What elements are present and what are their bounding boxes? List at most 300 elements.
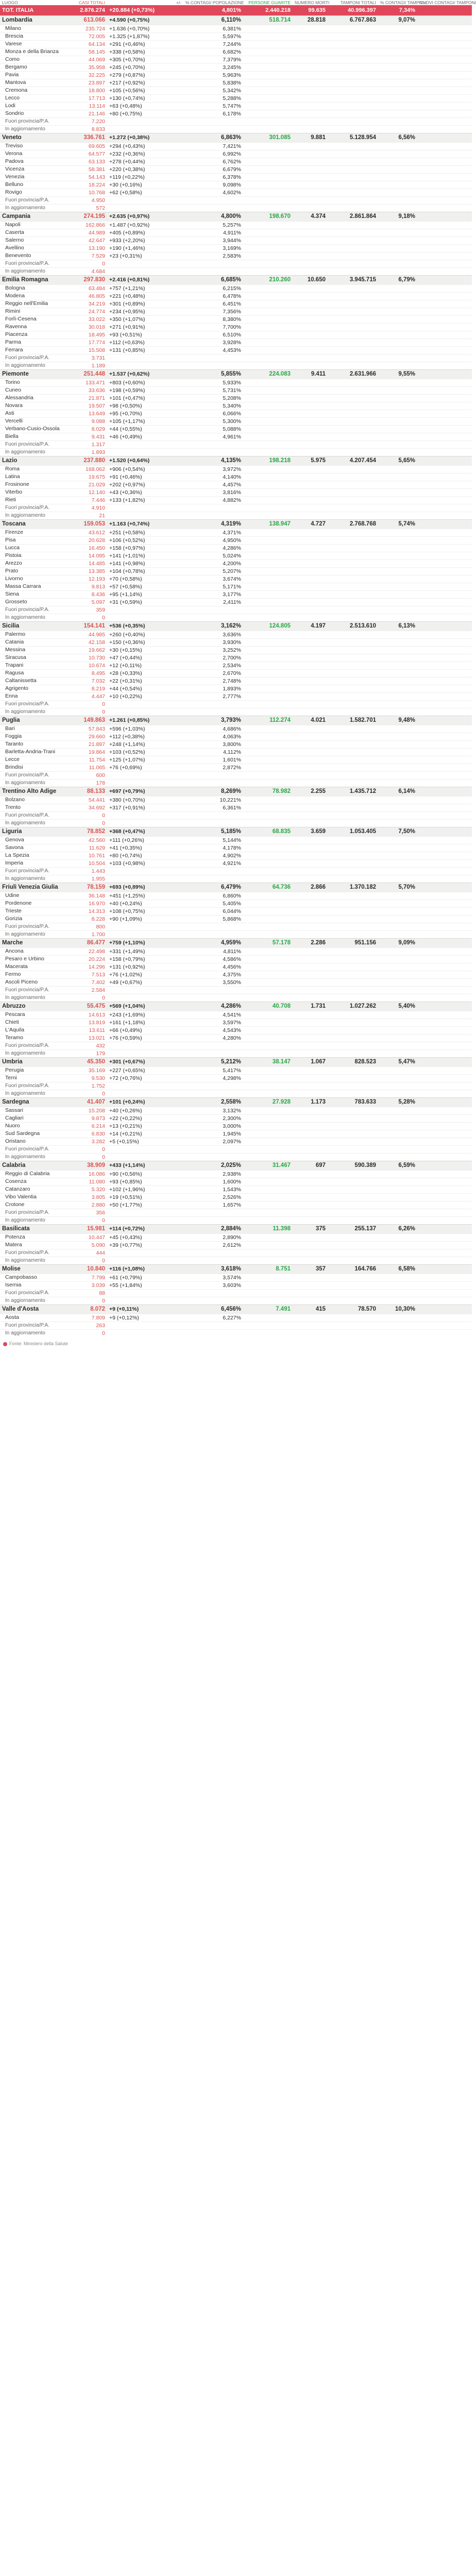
row-new-cases-tests [417,504,472,512]
row-variation: +43 (+0,36%) [107,488,183,496]
row-population-pct: 4,800% [183,212,243,221]
row-tests-pct [378,971,417,978]
row-new-cases-tests [417,1193,472,1201]
row-recovered: 198.218 [243,456,293,465]
row-cases: 78.852 [62,827,107,836]
province-row [0,315,472,323]
province-row [0,733,472,740]
header-deaths[interactable]: NUMERO MORTI [295,0,330,5]
row-name: Nuoro [0,1122,62,1130]
row-tests [328,252,378,260]
header-cases[interactable]: CASI TOTALI [78,0,105,5]
row-name: In aggiornamento [0,614,62,621]
province-row [0,496,472,504]
row-name: Frosinone [0,481,62,488]
row-new-cases-tests [417,189,472,196]
row-cases: 9.088 [62,417,107,425]
row-cases: 7.032 [62,677,107,685]
row-name: Brindisi [0,764,62,771]
row-tests-pct [378,685,417,692]
row-name: Avellino [0,244,62,252]
row-name: Bologna [0,284,62,292]
row-cases: 22.498 [62,947,107,955]
province-row [0,1074,472,1082]
row-deaths [293,71,328,79]
row-new-cases-tests [417,907,472,915]
row-tests-pct [378,1034,417,1042]
total-name: TOT. ITALIA [0,5,62,15]
row-tests [328,1201,378,1209]
row-population-pct: 5,212% [183,1057,243,1066]
row-recovered [243,1274,293,1281]
row-population-pct: 3,793% [183,716,243,725]
row-recovered [243,1193,293,1201]
row-tests [328,102,378,110]
row-cases: 10.768 [62,189,107,196]
row-name: Trapani [0,662,62,669]
row-new-cases-tests [417,536,472,544]
row-recovered: 7.491 [243,1304,293,1314]
row-cases: 179 [62,1049,107,1057]
province-row [0,1145,472,1153]
row-population-pct: 5,838% [183,79,243,87]
row-recovered [243,1209,293,1216]
row-deaths [293,315,328,323]
header-population-pct[interactable]: % CONTAGI/ POPOLAZIONE [185,0,244,5]
row-tests-pct [378,56,417,63]
row-new-cases-tests [417,142,472,150]
province-row [0,867,472,875]
row-population-pct: 6,178% [183,110,243,117]
province-row [0,598,472,606]
row-population-pct: 4,961% [183,433,243,440]
row-recovered [243,529,293,536]
row-new-cases-tests [417,654,472,662]
row-recovered [243,1321,293,1329]
row-population-pct: 4,911% [183,229,243,236]
row-tests [328,915,378,923]
row-deaths: 4.374 [293,212,328,221]
row-recovered: 31.467 [243,1161,293,1170]
province-row [0,638,472,646]
row-variation [107,1049,183,1057]
row-deaths [293,338,328,346]
row-deaths [293,204,328,212]
row-deaths [293,417,328,425]
province-row [0,1122,472,1130]
row-deaths: 9.881 [293,133,328,142]
row-tests [328,386,378,394]
row-recovered [243,955,293,963]
row-tests [328,947,378,955]
row-deaths [293,410,328,417]
province-row [0,196,472,204]
row-deaths [293,1026,328,1034]
row-new-cases-tests [417,567,472,575]
row-variation: +4.590 (+0,75%) [107,15,183,25]
row-deaths [293,930,328,938]
row-deaths [293,575,328,583]
row-recovered [243,158,293,165]
province-row [0,606,472,614]
row-tests [328,1249,378,1257]
row-deaths [293,94,328,102]
row-name: In aggiornamento [0,1216,62,1224]
row-recovered [243,606,293,614]
row-tests [328,1178,378,1185]
row-recovered [243,552,293,560]
province-row [0,1114,472,1122]
province-row [0,852,472,859]
row-tests [328,440,378,448]
row-recovered [243,125,293,133]
row-tests-pct [378,512,417,519]
province-row [0,125,472,133]
row-deaths [293,947,328,955]
row-deaths [293,971,328,978]
row-tests-pct [378,229,417,236]
province-row [0,631,472,638]
region-row [0,212,472,221]
province-row [0,567,472,575]
row-population-pct: 3,618% [183,1264,243,1274]
row-new-cases-tests [417,583,472,590]
row-cases: 69.605 [62,142,107,150]
province-row [0,892,472,900]
row-cases: 18.224 [62,181,107,189]
row-population-pct [183,1042,243,1049]
row-recovered: 78.982 [243,787,293,796]
row-new-cases-tests [417,1097,472,1107]
row-population-pct: 3,000% [183,1122,243,1130]
row-new-cases-tests [417,733,472,740]
province-row [0,25,472,32]
province-row [0,1241,472,1249]
row-name: Emilia Romagna [0,275,62,284]
row-name: Perugia [0,1066,62,1074]
row-name: Rieti [0,496,62,504]
row-recovered [243,1153,293,1161]
row-name: Macerata [0,963,62,971]
row-deaths [293,692,328,700]
row-new-cases-tests [417,883,472,892]
row-population-pct: 4,543% [183,1026,243,1034]
province-row [0,346,472,354]
row-recovered [243,323,293,331]
row-population-pct: 2,558% [183,1097,243,1107]
row-name: Verona [0,150,62,158]
row-tests-pct [378,852,417,859]
row-name: Umbria [0,1057,62,1066]
row-variation [107,875,183,883]
row-tests [328,733,378,740]
region-row [0,519,472,529]
row-variation [107,1042,183,1049]
row-tests: 5.128.954 [328,133,378,142]
row-tests-pct [378,323,417,331]
row-new-cases-tests [417,1153,472,1161]
row-cases: 32.225 [62,71,107,79]
row-tests-pct: 9,07% [378,15,417,25]
row-recovered [243,638,293,646]
row-new-cases-tests [417,900,472,907]
row-deaths [293,1241,328,1249]
row-recovered [243,1178,293,1185]
row-new-cases-tests [417,512,472,519]
row-tests [328,504,378,512]
row-tests-pct [378,1321,417,1329]
row-population-pct [183,196,243,204]
row-new-cases-tests [417,456,472,465]
row-tests: 828.523 [328,1057,378,1066]
header-variation[interactable]: +/- [176,0,181,5]
row-name: Pistoia [0,552,62,560]
row-tests-pct [378,1090,417,1097]
row-new-cases-tests [417,362,472,369]
row-name: Belluno [0,181,62,189]
row-population-pct [183,1297,243,1304]
row-recovered [243,1145,293,1153]
row-name: Aosta [0,1314,62,1321]
row-new-cases-tests [417,133,472,142]
row-variation: +161 (+1,18%) [107,1019,183,1026]
row-cases: 46.805 [62,292,107,300]
row-new-cases-tests [417,1257,472,1264]
row-name: In aggiornamento [0,875,62,883]
row-variation: +291 (+0,46%) [107,40,183,48]
row-tests [328,669,378,677]
province-row [0,1042,472,1049]
row-variation: +105 (+1,17%) [107,417,183,425]
row-population-pct: 5,208% [183,394,243,402]
row-population-pct: 6,361% [183,804,243,811]
row-tests-pct [378,102,417,110]
row-deaths [293,598,328,606]
row-tests [328,1329,378,1337]
row-deaths [293,771,328,779]
row-recovered [243,204,293,212]
row-tests [328,930,378,938]
row-tests [328,677,378,685]
row-tests-pct [378,1233,417,1241]
province-row [0,844,472,852]
row-new-cases-tests [417,708,472,716]
row-name: In aggiornamento [0,1257,62,1264]
row-variation: +2.416 (+0,81%) [107,275,183,284]
row-tests [328,700,378,708]
row-tests-pct [378,900,417,907]
row-variation: +757 (+1,21%) [107,284,183,292]
total-recovered: 2.440.218 [243,5,293,15]
row-variation: +12 (+0,11%) [107,662,183,669]
row-cases: 133.471 [62,379,107,386]
row-tests [328,181,378,189]
row-recovered [243,1082,293,1090]
row-cases: 251.448 [62,369,107,379]
row-name: Napoli [0,221,62,229]
row-name: Bari [0,725,62,733]
row-variation: +301 (+0,89%) [107,300,183,308]
row-cases: 3.282 [62,1138,107,1145]
row-tests [328,955,378,963]
row-variation: +95 (+1,14%) [107,590,183,598]
row-recovered [243,1314,293,1321]
row-population-pct: 4,112% [183,748,243,756]
row-cases: 19.675 [62,473,107,481]
row-population-pct: 4,286% [183,544,243,552]
row-variation: +91 (+0,46%) [107,473,183,481]
row-recovered [243,708,293,716]
row-tests [328,900,378,907]
row-name: Piemonte [0,369,62,379]
province-row [0,386,472,394]
header-recovered[interactable]: PERSONE GUARITE [248,0,291,5]
row-cases: 149.863 [62,716,107,725]
row-cases: 57.843 [62,725,107,733]
row-name: Ascoli Piceno [0,978,62,986]
row-name: Ferrara [0,346,62,354]
row-population-pct: 2,884% [183,1224,243,1233]
row-cases: 14.095 [62,552,107,560]
row-population-pct: 4,882% [183,496,243,504]
row-variation: +40 (+0,26%) [107,1107,183,1114]
row-variation: +271 (+0,91%) [107,323,183,331]
row-name: Alessandria [0,394,62,402]
row-name: Reggio di Calabria [0,1170,62,1178]
row-cases: 800 [62,923,107,930]
row-deaths: 4.197 [293,621,328,631]
row-recovered [243,142,293,150]
row-population-pct [183,1289,243,1297]
row-tests-pct [378,150,417,158]
row-tests-pct: 6,56% [378,133,417,142]
row-tests: 2.861.864 [328,212,378,221]
row-recovered: 518.714 [243,15,293,25]
row-name: Livorno [0,575,62,583]
row-variation: +9 (+0,11%) [107,1304,183,1314]
row-name: Sud Sardegna [0,1130,62,1138]
row-tests-pct [378,1216,417,1224]
row-tests-pct [378,859,417,867]
province-row [0,1257,472,1264]
row-population-pct: 4,298% [183,1074,243,1082]
row-name: Crotone [0,1201,62,1209]
row-new-cases-tests [417,94,472,102]
row-tests [328,448,378,456]
row-cases: 7.220 [62,117,107,125]
province-row [0,173,472,181]
row-recovered [243,94,293,102]
row-new-cases-tests [417,1274,472,1281]
header-tests-pct[interactable]: % CONTAGI/ TAMPONI [380,0,427,5]
row-recovered [243,244,293,252]
row-recovered [243,740,293,748]
row-cases: 19.662 [62,646,107,654]
row-variation: +93 (+0,85%) [107,1178,183,1185]
row-deaths [293,1314,328,1321]
row-recovered: 138.947 [243,519,293,529]
row-cases: 1.893 [62,448,107,456]
row-new-cases-tests [417,771,472,779]
row-deaths [293,1011,328,1019]
row-population-pct: 1,945% [183,1130,243,1138]
row-cases: 613.066 [62,15,107,25]
row-tests-pct [378,221,417,229]
row-name: Rimini [0,308,62,315]
header-tests[interactable]: TAMPONI TOTALI [340,0,376,5]
row-population-pct: 2,890% [183,1233,243,1241]
row-recovered [243,267,293,275]
row-deaths [293,1193,328,1201]
row-population-pct: 4,959% [183,938,243,947]
row-recovered: 8.751 [243,1264,293,1274]
row-deaths [293,1138,328,1145]
row-recovered [243,771,293,779]
province-row [0,804,472,811]
row-variation: +451 (+1,25%) [107,892,183,900]
row-cases: 274.195 [62,212,107,221]
row-recovered [243,1241,293,1249]
row-population-pct: 4,457% [183,481,243,488]
row-population-pct [183,1321,243,1329]
province-row [0,1249,472,1257]
row-variation: +331 (+1,49%) [107,947,183,955]
row-new-cases-tests [417,25,472,32]
row-variation: +44 (+0,54%) [107,685,183,692]
row-cases: 162.866 [62,221,107,229]
row-new-cases-tests [417,978,472,986]
row-name: Pavia [0,71,62,79]
row-tests [328,300,378,308]
row-cases: 18.800 [62,87,107,94]
row-deaths [293,892,328,900]
row-population-pct [183,1216,243,1224]
row-new-cases-tests [417,646,472,654]
row-variation: +305 (+0,70%) [107,56,183,63]
row-name: Fuori provincia/P.A. [0,606,62,614]
row-variation: +103 (+0,98%) [107,859,183,867]
row-name: Cremona [0,87,62,94]
province-row [0,165,472,173]
row-deaths [293,1034,328,1042]
row-cases: 235.724 [62,25,107,32]
row-cases: 45.350 [62,1057,107,1066]
row-deaths [293,433,328,440]
row-deaths [293,544,328,552]
row-name: Teramo [0,1034,62,1042]
row-new-cases-tests [417,692,472,700]
row-tests-pct [378,394,417,402]
row-population-pct: 5,340% [183,402,243,410]
row-population-pct: 5,597% [183,32,243,40]
row-variation [107,362,183,369]
province-row [0,48,472,56]
row-deaths [293,63,328,71]
row-name: Milano [0,25,62,32]
row-tests-pct [378,181,417,189]
row-new-cases-tests [417,859,472,867]
row-tests [328,204,378,212]
header-new-cases-tests[interactable]: NUOVI CONTAGI/ TAMPONI [419,0,476,5]
row-variation: +103 (+0,52%) [107,748,183,756]
row-name: Campobasso [0,1274,62,1281]
row-new-cases-tests [417,930,472,938]
row-new-cases-tests [417,440,472,448]
row-tests: 6.767.863 [328,15,378,25]
row-cases: 35.958 [62,63,107,71]
province-row [0,229,472,236]
header-place[interactable]: LUOGO [2,0,18,5]
